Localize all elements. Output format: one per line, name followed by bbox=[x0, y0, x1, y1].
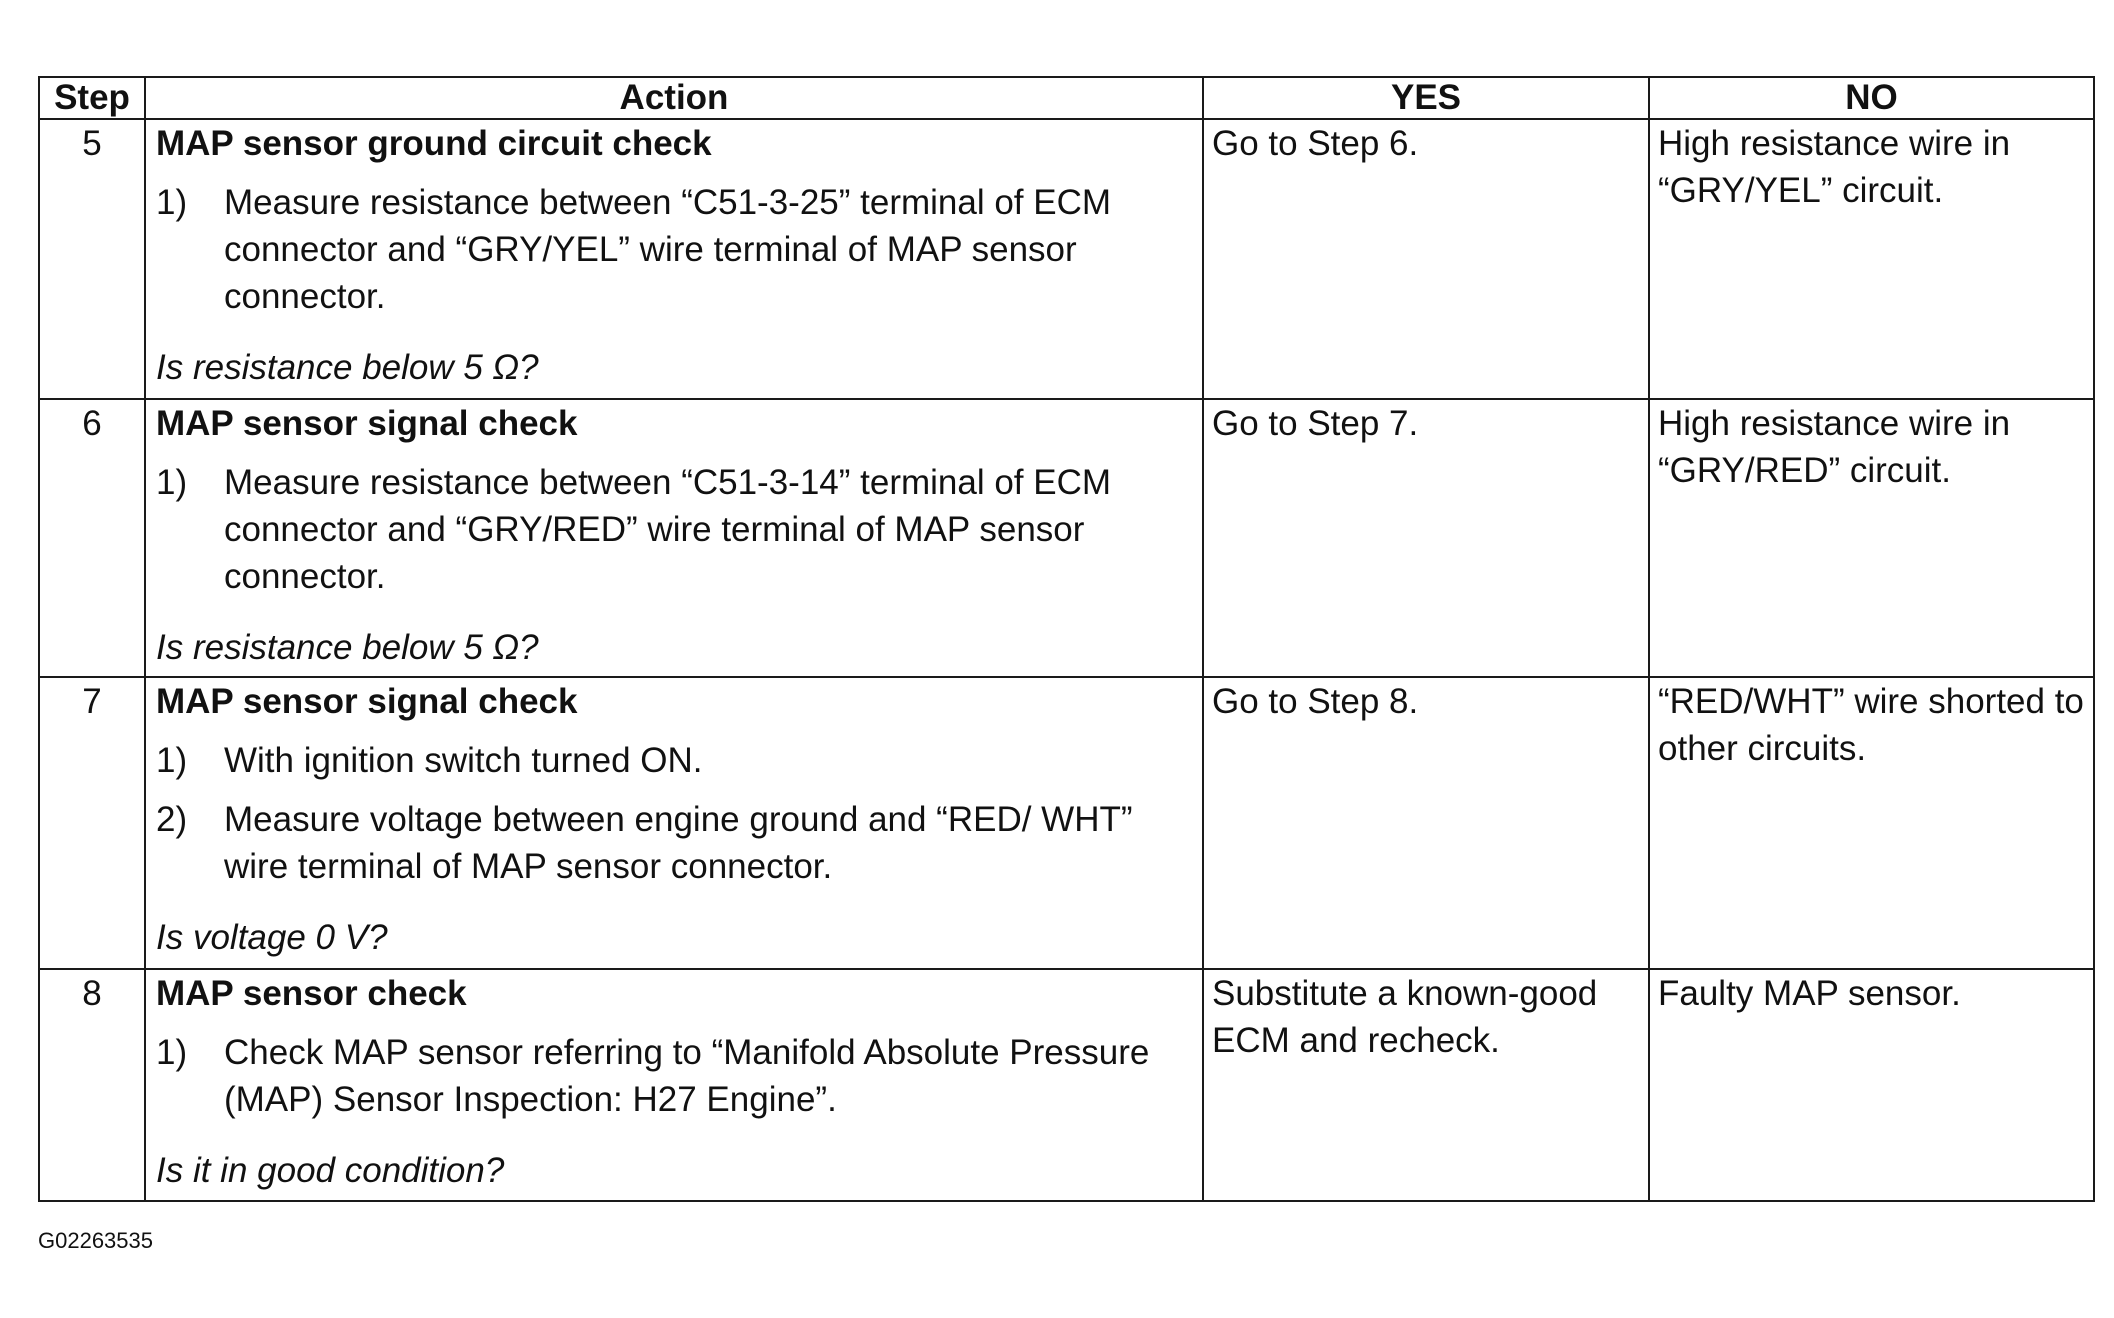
substep-list bbox=[156, 459, 1196, 600]
figure-id: G02263535 bbox=[38, 1228, 153, 1253]
action-cell bbox=[145, 119, 1203, 399]
substep-text: Measure voltage between engine ground and “RED/ WHT” wire terminal of MAP sensor connector. bbox=[224, 800, 1133, 886]
substep-number: 1) bbox=[156, 741, 188, 780]
substep bbox=[156, 737, 1196, 784]
substep-number: 2) bbox=[156, 800, 188, 839]
question: Is voltage 0 V? bbox=[156, 918, 388, 957]
step-number: 8 bbox=[39, 969, 145, 1201]
substep-text: Check MAP sensor referring to “Manifold Absolute Pressure (MAP) Sensor Inspection: H27 Engine”. bbox=[224, 1033, 1150, 1119]
action-title: MAP sensor signal check bbox=[156, 404, 578, 443]
substep-list bbox=[156, 737, 1196, 890]
table-row bbox=[39, 119, 2094, 399]
substep-list bbox=[156, 1029, 1196, 1123]
header-no: NO bbox=[1649, 77, 2094, 119]
substep-number: 1) bbox=[156, 1033, 188, 1072]
header-action: Action bbox=[145, 77, 1203, 119]
action-title: MAP sensor signal check bbox=[156, 682, 578, 721]
no-cell: High resistance wire in “GRY/YEL” circuit. bbox=[1649, 119, 2094, 399]
action-cell bbox=[145, 969, 1203, 1201]
step-number: 7 bbox=[39, 677, 145, 969]
no-cell: High resistance wire in “GRY/RED” circuit. bbox=[1649, 399, 2094, 677]
substep-text: With ignition switch turned ON. bbox=[224, 741, 703, 780]
table-row bbox=[39, 969, 2094, 1201]
no-cell: Faulty MAP sensor. bbox=[1649, 969, 2094, 1201]
header-step: Step bbox=[39, 77, 145, 119]
action-title: MAP sensor check bbox=[156, 974, 467, 1013]
substep-number: 1) bbox=[156, 183, 188, 222]
substep bbox=[156, 179, 1196, 320]
action-cell bbox=[145, 677, 1203, 969]
header-row bbox=[39, 77, 2094, 119]
no-cell: “RED/WHT” wire shorted to other circuits. bbox=[1649, 677, 2094, 969]
table-row bbox=[39, 399, 2094, 677]
question: Is it in good condition? bbox=[156, 1151, 505, 1190]
yes-cell: Go to Step 7. bbox=[1203, 399, 1649, 677]
substep-text: Measure resistance between “C51-3-14” terminal of ECM connector and “GRY/RED” wire terminal of MAP sensor connector. bbox=[224, 463, 1112, 596]
substep bbox=[156, 1029, 1196, 1123]
table-row bbox=[39, 677, 2094, 969]
substep-text: Measure resistance between “C51-3-25” terminal of ECM connector and “GRY/YEL” wire terminal of MAP sensor connector. bbox=[224, 183, 1112, 316]
yes-cell: Go to Step 8. bbox=[1203, 677, 1649, 969]
substep-list bbox=[156, 179, 1196, 320]
question: Is resistance below 5 Ω? bbox=[156, 348, 539, 387]
yes-cell: Substitute a known-good ECM and recheck. bbox=[1203, 969, 1649, 1201]
yes-cell: Go to Step 6. bbox=[1203, 119, 1649, 399]
substep bbox=[156, 459, 1196, 600]
substep-number: 1) bbox=[156, 463, 188, 502]
diagnostic-table bbox=[38, 76, 2095, 1202]
action-title: MAP sensor ground circuit check bbox=[156, 124, 712, 163]
step-number: 6 bbox=[39, 399, 145, 677]
substep bbox=[156, 796, 1196, 890]
step-number: 5 bbox=[39, 119, 145, 399]
action-cell bbox=[145, 399, 1203, 677]
question: Is resistance below 5 Ω? bbox=[156, 628, 539, 667]
header-yes: YES bbox=[1203, 77, 1649, 119]
